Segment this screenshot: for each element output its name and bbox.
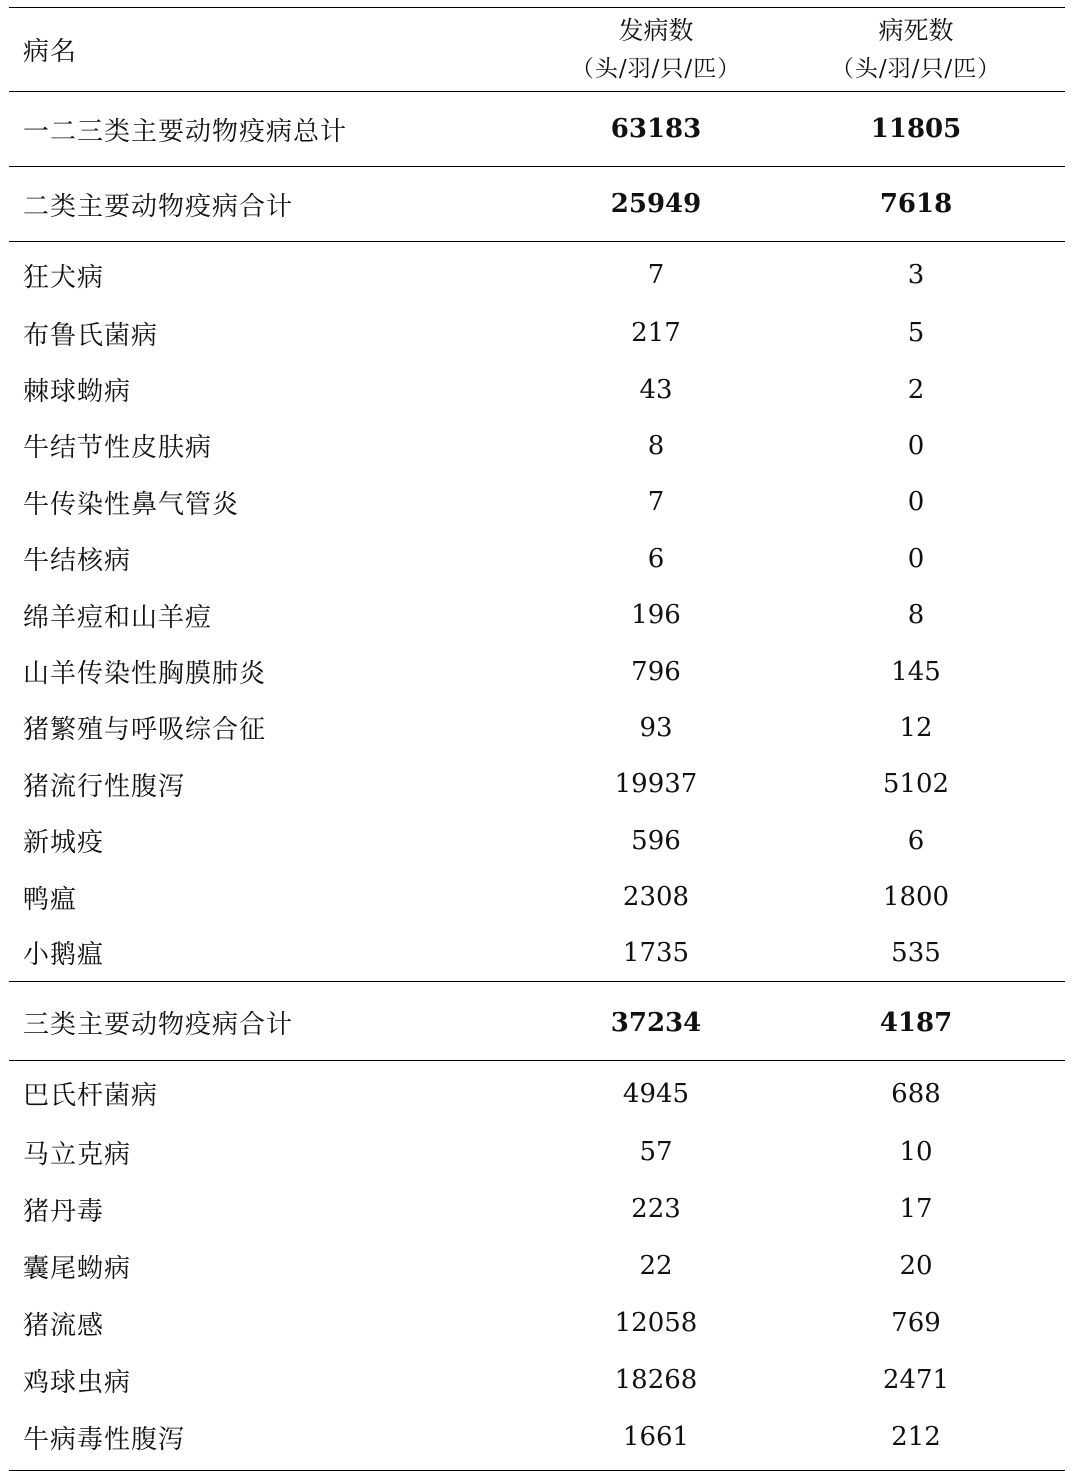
incidence-value: 19937 xyxy=(614,769,698,800)
disease-name: 马立克病 xyxy=(23,1139,132,1170)
class2-total-deaths: 7618 xyxy=(879,189,953,219)
deaths-value: 10 xyxy=(899,1137,933,1168)
deaths-value: 2 xyxy=(907,374,925,405)
grand-total-name: 一二三类主要动物疫病总计 xyxy=(23,116,348,147)
deaths-value: 20 xyxy=(899,1251,933,1282)
deaths-value: 535 xyxy=(891,937,941,968)
class2-total-incidence: 25949 xyxy=(610,189,702,219)
incidence-value: 196 xyxy=(631,600,681,631)
table-row xyxy=(9,245,1065,305)
incidence-value: 2308 xyxy=(622,882,690,913)
incidence-value: 43 xyxy=(639,374,673,405)
table-row xyxy=(9,1124,1065,1181)
deaths-value: 8 xyxy=(907,600,925,631)
deaths-value: 0 xyxy=(907,543,925,574)
header-incidence xyxy=(545,12,767,88)
table-row xyxy=(9,1295,1065,1352)
table-row xyxy=(9,587,1065,643)
class3-total-incidence: 37234 xyxy=(610,1007,702,1038)
table-row xyxy=(9,305,1065,361)
table-row xyxy=(9,925,1065,981)
deaths-value: 17 xyxy=(899,1194,933,1225)
incidence-value: 796 xyxy=(631,656,681,687)
incidence-value: 22 xyxy=(639,1251,673,1282)
deaths-value: 5 xyxy=(907,318,925,349)
class3-total-deaths: 4187 xyxy=(879,1007,953,1038)
incidence-value: 6 xyxy=(647,543,665,574)
incidence-value: 223 xyxy=(631,1194,681,1225)
deaths-value: 1800 xyxy=(882,882,950,913)
disease-name: 牛病毒性腹泻 xyxy=(23,1424,186,1455)
deaths-value: 0 xyxy=(907,430,925,461)
incidence-value: 93 xyxy=(639,712,673,743)
deaths-value: 2471 xyxy=(882,1365,950,1396)
disease-name: 猪流行性腹泻 xyxy=(23,771,186,802)
disease-name: 猪流感 xyxy=(23,1310,105,1341)
incidence-value: 1735 xyxy=(622,937,690,968)
class2-list xyxy=(9,242,1065,986)
deaths-value: 769 xyxy=(891,1308,941,1339)
table-row xyxy=(9,361,1065,417)
disease-name: 小鹅瘟 xyxy=(23,940,105,971)
incidence-value: 217 xyxy=(631,318,681,349)
incidence-value: 1661 xyxy=(622,1422,690,1453)
disease-name: 绵羊痘和山羊痘 xyxy=(23,602,213,633)
grand-total-incidence: 63183 xyxy=(610,114,702,144)
table-row xyxy=(9,1409,1065,1466)
class3-total-name: 三类主要动物疫病合计 xyxy=(23,1010,294,1041)
header-deaths-unit: （头/羽/只/匹） xyxy=(830,55,1002,82)
disease-name: 囊尾蚴病 xyxy=(23,1253,132,1284)
incidence-value: 7 xyxy=(647,487,665,518)
table-row xyxy=(9,813,1065,869)
incidence-value: 7 xyxy=(647,260,665,290)
header-deaths-label: 病死数 xyxy=(878,15,954,45)
grand-total-deaths: 11805 xyxy=(870,114,962,144)
table-row xyxy=(9,474,1065,530)
class3-list xyxy=(9,1061,1065,1470)
header-deaths xyxy=(767,12,1065,88)
table-row xyxy=(9,869,1065,925)
class2-total-name: 二类主要动物疫病合计 xyxy=(23,191,294,222)
disease-name: 猪繁殖与呼吸综合征 xyxy=(23,715,267,746)
class2-total-row xyxy=(9,167,1065,242)
disease-name: 巴氏杆菌病 xyxy=(23,1081,159,1112)
table-header xyxy=(9,8,1065,92)
deaths-value: 6 xyxy=(907,825,925,856)
deaths-value: 688 xyxy=(891,1078,941,1109)
table-row xyxy=(9,418,1065,474)
header-incidence-label: 发病数 xyxy=(618,15,694,45)
disease-name: 新城疫 xyxy=(23,828,105,859)
incidence-value: 12058 xyxy=(614,1308,698,1339)
disease-name: 鸡球虫病 xyxy=(23,1367,132,1398)
table-row xyxy=(9,1064,1065,1124)
disease-statistics-table xyxy=(9,7,1065,1471)
incidence-value: 18268 xyxy=(614,1365,698,1396)
table-row xyxy=(9,1181,1065,1238)
table-row xyxy=(9,531,1065,587)
disease-name: 狂犬病 xyxy=(23,262,105,293)
incidence-value: 596 xyxy=(631,825,681,856)
deaths-value: 3 xyxy=(907,260,925,290)
deaths-value: 212 xyxy=(891,1422,941,1453)
table-row xyxy=(9,1238,1065,1295)
table-row xyxy=(9,756,1065,812)
disease-name: 棘球蚴病 xyxy=(23,377,132,408)
header-disease-name: 病名 xyxy=(23,37,78,67)
header-incidence-unit: （头/羽/只/匹） xyxy=(570,55,742,82)
deaths-value: 12 xyxy=(899,712,933,743)
grand-total-row xyxy=(9,92,1065,167)
incidence-value: 57 xyxy=(639,1137,673,1168)
table-row xyxy=(9,643,1065,699)
disease-name: 山羊传染性胸膜肺炎 xyxy=(23,659,267,690)
incidence-value: 8 xyxy=(647,430,665,461)
deaths-value: 145 xyxy=(891,656,941,687)
disease-name: 牛传染性鼻气管炎 xyxy=(23,489,240,520)
deaths-value: 0 xyxy=(907,487,925,518)
disease-name: 布鲁氏菌病 xyxy=(23,320,159,351)
table-row xyxy=(9,700,1065,756)
disease-name: 鸭瘟 xyxy=(23,884,78,915)
table-row xyxy=(9,1352,1065,1409)
disease-name: 猪丹毒 xyxy=(23,1196,105,1227)
disease-name: 牛结节性皮肤病 xyxy=(23,433,213,464)
incidence-value: 4945 xyxy=(622,1078,690,1109)
deaths-value: 5102 xyxy=(882,769,950,800)
disease-name: 牛结核病 xyxy=(23,546,132,577)
class3-total-row xyxy=(9,986,1065,1061)
